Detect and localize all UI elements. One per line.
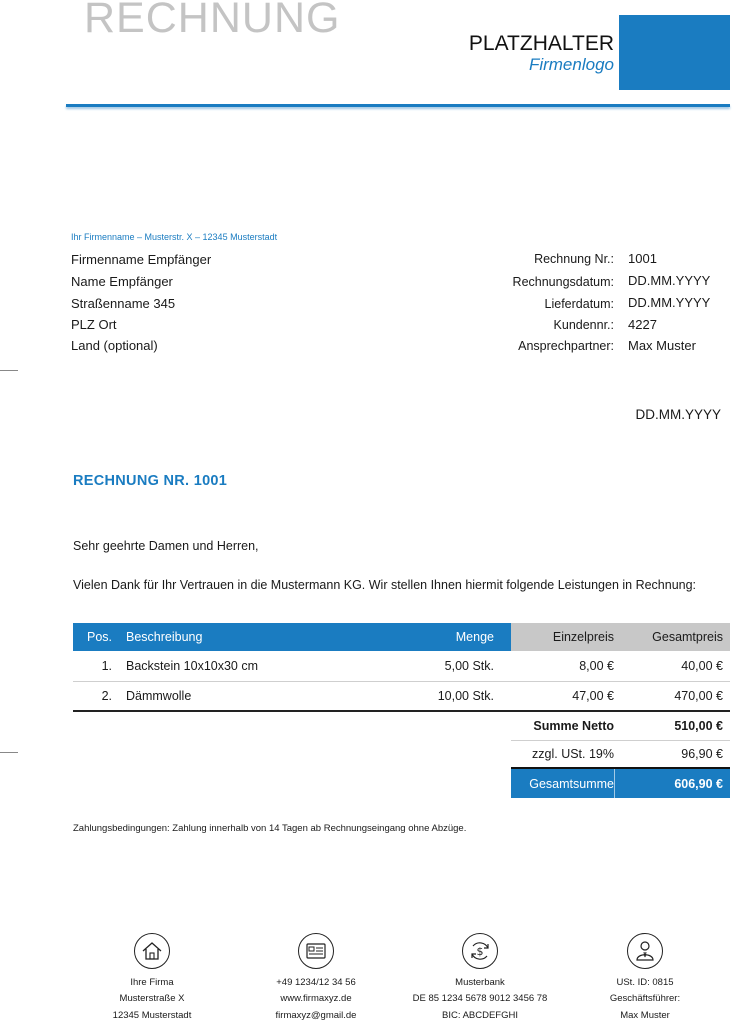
footer-director-label: Geschäftsführer: [609, 993, 681, 1004]
invoice-date-label: Rechnungsdatum: [512, 275, 614, 289]
invoice-number-value: 1001 [628, 251, 657, 266]
recipient-company: Firmenname Empfänger [71, 252, 212, 267]
footer-bank-name: Musterbank [455, 977, 505, 988]
row1-description: Backstein 10x10x30 cm [126, 659, 259, 673]
logo-box [619, 15, 730, 90]
invoice-number-label: Rechnung Nr.: [534, 252, 614, 266]
logo-placeholder-line1: PLATZHALTER [468, 32, 614, 55]
footer-vat-id: USt. ID: 0815 [616, 977, 674, 988]
invoice-heading: RECHNUNG NR. 1001 [73, 473, 228, 489]
footer-company-name: Ihre Firma [130, 977, 174, 988]
grand-total-divider [614, 769, 615, 798]
row1-pos: 1. [101, 659, 112, 673]
bank-money-icon [461, 932, 499, 970]
document-title: RECHNUNG [84, 0, 341, 42]
footer-iban: DE 85 1234 5678 9012 3456 78 [412, 993, 548, 1004]
person-icon [626, 932, 664, 970]
fold-mark-top [0, 370, 18, 371]
customer-number-value: 4227 [628, 317, 657, 332]
footer-company-street: Musterstraße X [119, 993, 185, 1004]
grand-total-value: 606,90 € [674, 777, 723, 791]
delivery-date-value: DD.MM.YYYY [628, 295, 711, 310]
col-header-total-price: Gesamtpreis [625, 623, 730, 651]
row2-pos: 2. [101, 689, 112, 703]
recipient-street: Straßenname 345 [71, 296, 176, 311]
footer-email: firmaxyz@gmail.de [275, 1010, 357, 1021]
footer-phone: +49 1234/12 34 56 [276, 977, 356, 988]
footer-website: www.firmaxyz.de [280, 993, 352, 1004]
grand-total-label: Gesamtsumme [529, 777, 614, 791]
col-header-pos: Pos. [73, 623, 117, 651]
row-divider [73, 681, 730, 682]
invoice-date-value: DD.MM.YYYY [628, 273, 711, 288]
logo-placeholder-line2: Firmenlogo [528, 55, 614, 74]
vat-label: zzgl. USt. 19% [532, 747, 614, 761]
recipient-city: PLZ Ort [71, 317, 117, 332]
sender-address-line: Ihr Firmenname – Musterstr. X – 12345 Musterstadt [71, 232, 278, 242]
row2-total-price: 470,00 € [674, 689, 723, 703]
net-sum-label: Summe Netto [533, 719, 614, 733]
contact-person-value: Max Muster [628, 338, 696, 353]
col-header-quantity: Menge [435, 623, 511, 651]
contact-card-icon [297, 932, 335, 970]
row2-unit-price: 47,00 € [572, 689, 614, 703]
recipient-name: Name Empfänger [71, 274, 173, 289]
home-icon [133, 932, 171, 970]
salutation: Sehr geehrte Damen und Herren, [73, 539, 259, 553]
row1-total-price: 40,00 € [681, 659, 723, 673]
payment-terms: Zahlungsbedingungen: Zahlung innerhalb von 14 Tagen ab Rechnungseingang ohne Abzüge. [73, 823, 467, 834]
delivery-date-label: Lieferdatum: [544, 297, 614, 311]
footer-company-city: 12345 Musterstadt [112, 1010, 192, 1021]
footer-director-name: Max Muster [620, 1010, 670, 1021]
net-sum-value: 510,00 € [674, 719, 723, 733]
document-date: DD.MM.YYYY [635, 407, 721, 422]
intro-text: Vielen Dank für Ihr Vertrauen in die Mustermann KG. Wir stellen Ihnen hiermit folgende Leistungen in Rechnung: [73, 578, 697, 592]
col-header-description: Beschreibung [117, 623, 435, 651]
fold-mark-bottom [0, 752, 18, 753]
svg-text:$: $ [476, 945, 484, 958]
summary-divider [511, 740, 730, 741]
row2-description: Dämmwolle [126, 689, 192, 703]
row1-quantity: 5,00 Stk. [444, 659, 494, 673]
vat-value: 96,90 € [681, 747, 723, 761]
contact-person-label: Ansprechpartner: [518, 339, 614, 353]
row1-unit-price: 8,00 € [579, 659, 614, 673]
col-header-unit-price: Einzelpreis [511, 623, 625, 651]
row2-quantity: 10,00 Stk. [437, 689, 494, 703]
footer-bic: BIC: ABCDEFGHI [441, 1010, 518, 1021]
header-divider [66, 104, 730, 107]
customer-number-label: Kundennr.: [553, 318, 614, 332]
recipient-country: Land (optional) [71, 338, 158, 353]
table-bottom-rule [73, 710, 730, 712]
